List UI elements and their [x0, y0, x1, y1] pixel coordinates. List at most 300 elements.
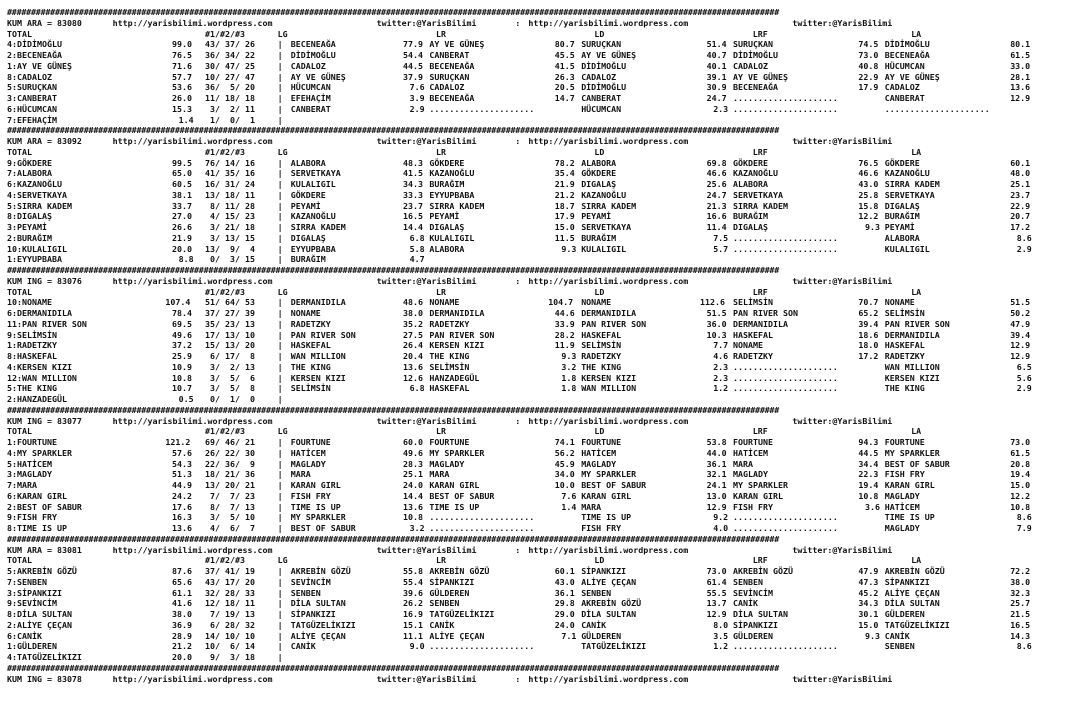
- result-row: [7, 459, 1073, 470]
- lg-score: 27.5: [403, 329, 423, 340]
- lr-horse-name: MY SPARKLER: [429, 447, 485, 458]
- column-header-row: [7, 555, 1073, 566]
- la-score: 12.9: [1010, 340, 1031, 351]
- lr-horse-name: PAN RIVER SON: [429, 329, 495, 340]
- total-score: 65.6: [172, 576, 192, 587]
- lr-score: 104.7: [548, 297, 574, 308]
- lg-horse-name: KARAN GIRL: [290, 480, 341, 490]
- lg-column-header: LG: [277, 426, 288, 437]
- column-header-row: [7, 29, 1073, 40]
- total-score: 24.2: [172, 490, 192, 501]
- column-divider: |: [277, 39, 283, 50]
- lg-score: 15.1: [403, 619, 423, 630]
- la-horse-name: MAGLADY: [884, 523, 920, 533]
- ld-score: 46.6: [706, 168, 727, 179]
- total-score: 61.1: [172, 587, 192, 598]
- result-row: [7, 502, 1073, 513]
- lrf-horse-name: HATİCEM: [733, 447, 768, 458]
- site-url-link[interactable]: http://yarisbilimi.wordpress.com: [528, 136, 689, 146]
- ld-score: 2.3: [713, 372, 729, 383]
- total-score: 99.0: [172, 39, 192, 50]
- lrf-horse-name: FISH FRY: [733, 501, 773, 512]
- lg-horse-name: THE KING: [290, 361, 331, 372]
- result-row: [7, 254, 1073, 265]
- lrf-horse-name: KAZANOĞLU: [733, 168, 778, 179]
- lr-horse-name: HASKEFAL: [429, 383, 470, 394]
- lrf-horse-name: .....................: [733, 243, 838, 254]
- total-score: 71.6: [172, 60, 192, 71]
- ld-horse-name: KAZANOĞLU: [581, 189, 627, 200]
- column-divider: |: [277, 157, 283, 168]
- runner-name: 6:CANİK: [7, 630, 42, 641]
- lg-horse-name: ALABORA: [290, 157, 326, 168]
- site-url-link[interactable]: http://yarisbilimi.wordpress.com: [528, 544, 689, 555]
- lr-column-header: LR: [436, 426, 446, 437]
- lrf-horse-name: .....................: [733, 512, 838, 523]
- site-url-link[interactable]: http://yarisbilimi.wordpress.com: [112, 136, 273, 146]
- runner-name: 4:SERVETKAYA: [7, 189, 67, 200]
- lg-score: 14.4: [403, 222, 423, 232]
- la-horse-name: SERVETKAYA: [884, 189, 935, 200]
- lrf-horse-name: RADETZKY: [733, 351, 773, 361]
- la-horse-name: DERMANIDILA: [884, 329, 940, 340]
- separator: #################################################################################################################################################################: [7, 533, 780, 544]
- total-score: 49.6: [172, 329, 192, 340]
- ld-horse-name: KERSEN KIZI: [581, 372, 637, 383]
- lr-horse-name: DIGALAŞ: [429, 222, 465, 232]
- lrf-score: 10.8: [858, 490, 879, 501]
- lg-horse-name: SERVETKAYA: [290, 168, 341, 179]
- runner-name: 6:KARAN GIRL: [7, 490, 67, 501]
- lg-horse-name: CANBERAT: [290, 103, 331, 114]
- twitter-handle[interactable]: twitter:@YarisBilimi: [792, 275, 893, 286]
- lr-horse-name: EYYUPBABA: [429, 189, 475, 200]
- lr-horse-name: CADALOZ: [429, 82, 465, 93]
- lrf-horse-name: AY VE GÜNEŞ: [733, 71, 788, 82]
- la-horse-name: SIRRA KADEM: [884, 179, 940, 189]
- colon-divider: :: [515, 275, 521, 286]
- runner-name: 4:TATGÜZELİKIZI: [7, 652, 82, 662]
- ld-horse-name: SENBEN: [581, 587, 612, 598]
- runner-name: 4:KERSEN KIZI: [7, 361, 72, 372]
- column-divider: |: [277, 189, 283, 200]
- total-score: 10.9: [172, 361, 192, 372]
- race-header: [7, 18, 1073, 29]
- la-horse-name: MAGLADY: [884, 490, 920, 501]
- lr-score: 11.5: [554, 232, 575, 243]
- site-url-link[interactable]: http://yarisbilimi.wordpress.com: [112, 17, 273, 28]
- lrf-horse-name: SERVETKAYA: [733, 189, 783, 200]
- placing-counts: 9/ 3/ 18: [205, 652, 255, 662]
- lr-score: 80.7: [554, 39, 575, 50]
- placing-counts: 76/ 14/ 16: [205, 157, 255, 168]
- runner-name: 8:HASKEFAL: [7, 351, 57, 361]
- runner-name: 5:AKREBİN GÖZÜ: [7, 566, 77, 576]
- result-row: [7, 201, 1073, 212]
- lr-score: 1.8: [561, 372, 577, 383]
- separator-line: [7, 7, 1073, 18]
- placing-counts: 4/ 6/ 7: [205, 523, 255, 533]
- lr-horse-name: GÜLDEREN: [429, 587, 470, 598]
- lrf-score: 19.4: [858, 480, 879, 490]
- column-divider: |: [277, 82, 283, 93]
- ld-score: 30.9: [706, 82, 727, 93]
- lg-score: 13.6: [403, 501, 423, 512]
- ld-score: 21.3: [706, 200, 727, 211]
- ld-column-header: LD: [594, 28, 605, 39]
- runner-name: 3:SİPANKIZI: [7, 587, 62, 598]
- lrf-horse-name: SIRRA KADEM: [733, 200, 788, 211]
- column-header-row: [7, 287, 1073, 298]
- twitter-handle[interactable]: twitter:@YarisBilimi: [792, 544, 893, 555]
- la-horse-name: DIGALAŞ: [884, 200, 920, 211]
- ld-score: 13.0: [706, 490, 727, 501]
- race-id: KUM ING = 83076: [7, 275, 82, 286]
- lrf-score: 46.6: [858, 168, 879, 179]
- lr-score: 33.9: [554, 318, 575, 329]
- la-column-header: LA: [911, 286, 922, 297]
- twitter-handle[interactable]: twitter:@YarisBilimi: [792, 415, 893, 426]
- total-score: 16.3: [172, 512, 192, 523]
- runner-name: 2:BURAĞIM: [7, 232, 52, 243]
- ld-score: 24.1: [706, 480, 727, 490]
- lg-horse-name: KULALIGIL: [290, 179, 336, 189]
- lg-horse-name: KAZANOĞLU: [290, 211, 336, 222]
- lg-score: 44.5: [403, 60, 423, 71]
- placing-counts: 14/ 10/ 10: [205, 630, 255, 641]
- ld-score: 13.7: [706, 598, 727, 609]
- column-divider: |: [277, 609, 283, 619]
- total-column-header: TOTAL: [7, 426, 32, 437]
- twitter-handle[interactable]: twitter:@YarisBilimi: [376, 275, 477, 286]
- result-row: [7, 168, 1073, 179]
- placing-counts: 36/ 5/ 20: [205, 82, 255, 93]
- twitter-handle[interactable]: twitter:@YarisBilimi: [376, 673, 477, 684]
- column-header-row: [7, 147, 1073, 158]
- column-divider: |: [277, 254, 283, 265]
- la-score: 73.0: [1010, 437, 1031, 447]
- site-url-link[interactable]: http://yarisbilimi.wordpress.com: [112, 275, 273, 286]
- lr-score: 17.9: [554, 211, 575, 222]
- lrf-horse-name: MAGLADY: [733, 469, 768, 480]
- la-score: 80.1: [1010, 39, 1031, 50]
- la-score: 5.6: [1016, 372, 1032, 383]
- twitter-handle[interactable]: twitter:@YarisBilimi: [376, 415, 477, 426]
- twitter-handle[interactable]: twitter:@YarisBilimi: [376, 17, 477, 28]
- lrf-column-header: LRF: [752, 555, 768, 566]
- la-horse-name: KARAN GIRL: [884, 480, 935, 490]
- lr-horse-name: GÖKDERE: [429, 157, 465, 168]
- twitter-handle[interactable]: twitter:@YarisBilimi: [376, 544, 477, 555]
- la-score: 47.9: [1010, 318, 1031, 329]
- lg-horse-name: KERSEN KIZI: [290, 372, 346, 383]
- lg-score: 35.2: [403, 318, 423, 329]
- lg-horse-name: SIRRA KADEM: [290, 222, 346, 232]
- lrf-score: 3.6: [865, 501, 880, 512]
- lr-score: 1.8: [561, 383, 577, 394]
- separator-line: [7, 265, 1073, 276]
- twitter-handle[interactable]: twitter:@YarisBilimi: [792, 673, 893, 684]
- lg-horse-name: EYYUPBABA: [290, 243, 336, 254]
- lg-horse-name: CANİK: [290, 641, 316, 652]
- ld-horse-name: HATİCEM: [581, 447, 617, 458]
- column-divider: |: [277, 71, 283, 82]
- ld-score: 8.0: [713, 619, 729, 630]
- total-score: 78.4: [172, 308, 192, 318]
- ld-score: 73.0: [706, 566, 727, 576]
- column-divider: |: [277, 576, 283, 587]
- column-divider: |: [277, 351, 283, 361]
- la-score: 25.1: [1010, 179, 1031, 189]
- total-score: 21.2: [172, 641, 192, 652]
- la-score: 51.5: [1010, 297, 1031, 308]
- lg-column-header: LG: [277, 28, 288, 39]
- lrf-horse-name: GÜLDEREN: [733, 630, 773, 641]
- total-score: 37.2: [172, 340, 192, 351]
- total-score: 13.6: [172, 523, 192, 533]
- colon-divider: :: [515, 17, 521, 28]
- ld-score: 10.3: [706, 329, 727, 340]
- runner-name: 5:SIRRA KADEM: [7, 200, 72, 211]
- race-id: KUM ARA = 83080: [7, 17, 82, 28]
- placing-counts: 3/ 5/ 8: [205, 383, 255, 394]
- result-row: [7, 351, 1073, 362]
- total-score: 107.4: [165, 297, 191, 308]
- lr-score: 45.5: [554, 50, 575, 60]
- lrf-score: 39.4: [858, 318, 879, 329]
- separator: #################################################################################################################################################################: [7, 662, 780, 673]
- column-divider: |: [277, 523, 283, 533]
- lg-horse-name: MAGLADY: [290, 458, 326, 469]
- column-divider: |: [277, 372, 283, 383]
- lr-horse-name: KERSEN KIZI: [429, 340, 485, 351]
- colon-divider: :: [515, 544, 521, 555]
- ld-horse-name: TIME IS UP: [581, 512, 632, 523]
- la-horse-name: BECENEAĞA: [884, 50, 930, 60]
- la-horse-name: HASKEFAL: [884, 340, 925, 351]
- lrf-horse-name: .....................: [733, 383, 838, 394]
- la-horse-name: KERSEN KIZI: [884, 372, 940, 383]
- lg-score: 60.0: [403, 437, 423, 447]
- result-row: [7, 158, 1073, 169]
- la-horse-name: HÜCUMCAN: [884, 60, 925, 71]
- total-column-header: TOTAL: [7, 555, 32, 566]
- placing-counts: 6/ 28/ 32: [205, 619, 255, 630]
- total-score: 60.5: [172, 179, 192, 189]
- lg-score: 48.6: [403, 297, 423, 308]
- lg-score: 25.1: [403, 469, 423, 480]
- lr-score: 56.2: [554, 447, 575, 458]
- ld-horse-name: KULALIGIL: [581, 243, 627, 254]
- lg-score: 20.4: [403, 351, 423, 361]
- total-score: 65.0: [172, 168, 192, 179]
- la-score: 60.1: [1010, 157, 1031, 168]
- ld-score: 112.6: [700, 297, 725, 308]
- column-divider: |: [277, 490, 283, 501]
- total-score: 51.3: [172, 469, 192, 480]
- lr-score: 15.0: [554, 222, 575, 232]
- total-score: 76.5: [172, 50, 192, 60]
- placing-counts: 69/ 46/ 21: [205, 437, 255, 447]
- result-row: [7, 104, 1073, 115]
- ld-horse-name: HASKEFAL: [581, 329, 622, 340]
- ld-horse-name: MARA: [581, 501, 602, 512]
- placing-counts: 13/ 9/ 4: [205, 243, 255, 254]
- la-horse-name: WAN MILLION: [884, 361, 940, 372]
- la-score: 7.9: [1016, 523, 1032, 533]
- total-score: 26.0: [172, 93, 192, 103]
- column-divider: |: [277, 297, 283, 308]
- column-divider: |: [277, 458, 283, 469]
- lr-horse-name: SELİMSİN: [429, 361, 470, 372]
- lr-score: 20.5: [554, 82, 575, 93]
- lr-column-header: LR: [436, 146, 446, 157]
- la-score: 48.0: [1010, 168, 1031, 179]
- site-url-link[interactable]: http://yarisbilimi.wordpress.com: [112, 673, 273, 684]
- result-row: [7, 394, 1073, 405]
- lrf-score: 70.7: [858, 297, 879, 308]
- total-score: 121.2: [165, 437, 191, 447]
- twitter-handle[interactable]: twitter:@YarisBilimi: [376, 136, 477, 146]
- runner-name: 8:CADALOZ: [7, 71, 52, 82]
- column-divider: |: [277, 243, 283, 254]
- runner-name: 9:SEVİNCİM: [7, 598, 57, 609]
- lg-horse-name: DİDİMOĞLU: [290, 50, 336, 60]
- site-url-link[interactable]: http://yarisbilimi.wordpress.com: [112, 415, 273, 426]
- twitter-handle[interactable]: twitter:@YarisBilimi: [792, 17, 893, 28]
- lrf-score: 34.4: [858, 458, 879, 469]
- lg-horse-name: DIGALAŞ: [290, 232, 326, 243]
- lg-horse-name: BEST OF SABUR: [290, 523, 356, 533]
- race-header: [7, 674, 1073, 685]
- lg-score: 23.7: [403, 200, 423, 211]
- la-horse-name: GÜLDEREN: [884, 609, 925, 619]
- site-url-link[interactable]: http://yarisbilimi.wordpress.com: [528, 275, 689, 286]
- lr-horse-name: .....................: [429, 103, 535, 114]
- lrf-horse-name: .....................: [733, 93, 838, 103]
- lr-score: 3.2: [561, 361, 577, 372]
- lr-score: 26.3: [554, 71, 575, 82]
- runner-name: 7:SENBEN: [7, 576, 47, 587]
- lg-horse-name: FISH FRY: [290, 490, 331, 501]
- ld-score: 69.8: [706, 157, 727, 168]
- lg-horse-name: SELİMSİN: [290, 383, 331, 394]
- total-score: 99.5: [172, 157, 192, 168]
- result-row: [7, 61, 1073, 72]
- la-horse-name: DİDİMOĞLU: [884, 39, 930, 50]
- la-horse-name: AY VE GÜNEŞ: [884, 71, 940, 82]
- la-score: 28.1: [1010, 71, 1031, 82]
- runner-name: 8:DİLA SULTAN: [7, 609, 72, 619]
- la-score: 8.6: [1016, 641, 1032, 652]
- column-divider: |: [277, 103, 283, 114]
- total-score: 87.6: [172, 566, 192, 576]
- ld-horse-name: DIGALAŞ: [581, 179, 617, 189]
- lg-score: 39.6: [403, 587, 423, 598]
- la-horse-name: .....................: [884, 103, 990, 114]
- lr-horse-name: KARAN GIRL: [429, 480, 480, 490]
- lrf-score: 34.3: [858, 598, 879, 609]
- separator: #################################################################################################################################################################: [7, 265, 780, 275]
- lrf-horse-name: CADALOZ: [733, 60, 768, 71]
- ld-score: 39.1: [706, 71, 727, 82]
- lrf-horse-name: ALABORA: [733, 179, 768, 189]
- lr-horse-name: CANBERAT: [429, 50, 470, 60]
- lg-horse-name: PAN RIVER SON: [290, 329, 356, 340]
- site-url-link[interactable]: http://yarisbilimi.wordpress.com: [528, 673, 689, 684]
- ld-score: 25.6: [706, 179, 727, 189]
- lg-score: 24.0: [403, 480, 423, 490]
- lrf-horse-name: SELİMSİN: [733, 297, 773, 308]
- site-url-link[interactable]: http://yarisbilimi.wordpress.com: [112, 544, 273, 555]
- site-url-link[interactable]: http://yarisbilimi.wordpress.com: [528, 17, 689, 28]
- column-divider: |: [277, 222, 283, 232]
- separator: #################################################################################################################################################################: [7, 404, 780, 415]
- placing-counts: 43/ 37/ 26: [205, 39, 255, 50]
- lr-score: 11.9: [554, 340, 575, 351]
- lr-column-header: LR: [436, 555, 446, 566]
- result-row: [7, 222, 1073, 233]
- lr-score: 28.2: [554, 329, 575, 340]
- lg-score: 41.5: [403, 168, 423, 179]
- result-row: [7, 620, 1073, 631]
- la-horse-name: TIME IS UP: [884, 512, 935, 523]
- result-row: [7, 297, 1073, 308]
- lrf-score: 94.3: [858, 437, 879, 447]
- lg-column-header: LG: [277, 286, 288, 297]
- la-score: 33.0: [1010, 60, 1031, 71]
- column-divider: |: [277, 437, 283, 447]
- la-horse-name: TATGÜZELİKIZI: [884, 619, 950, 630]
- race-id: KUM ING = 83077: [7, 415, 82, 426]
- runner-name: 2:BECENEAĞA: [7, 50, 62, 60]
- la-score: 13.6: [1010, 82, 1031, 93]
- lr-horse-name: DERMANIDILA: [429, 308, 485, 318]
- lg-horse-name: DERMANIDILA: [290, 297, 346, 308]
- ld-horse-name: THE KING: [581, 361, 622, 372]
- lg-score: 13.6: [403, 361, 423, 372]
- column-divider: |: [277, 361, 283, 372]
- placing-counts: 1/ 0/ 1: [205, 114, 255, 125]
- result-row: [7, 523, 1073, 534]
- race-header: [7, 276, 1073, 287]
- result-row: [7, 211, 1073, 222]
- lg-score: 6.8: [409, 232, 425, 243]
- lg-score: 4.7: [409, 254, 425, 265]
- result-row: [7, 82, 1073, 93]
- twitter-handle[interactable]: twitter:@YarisBilimi: [792, 136, 893, 146]
- lg-horse-name: AY VE GÜNEŞ: [290, 71, 346, 82]
- ld-score: 24.7: [706, 189, 727, 200]
- runner-name: 6:KAZANOĞLU: [7, 179, 62, 189]
- lg-score: 38.0: [403, 308, 423, 318]
- result-row: [7, 480, 1073, 491]
- la-horse-name: FOURTUNE: [884, 437, 925, 447]
- placing-counts: 0/ 1/ 0: [205, 394, 255, 404]
- result-row: [7, 491, 1073, 502]
- result-row: [7, 244, 1073, 255]
- site-url-link[interactable]: http://yarisbilimi.wordpress.com: [528, 415, 689, 426]
- la-score: 8.6: [1016, 232, 1032, 243]
- la-score: 72.2: [1010, 566, 1031, 576]
- lg-score: 3.9: [409, 93, 425, 103]
- lg-score: 48.3: [403, 157, 423, 168]
- lr-horse-name: CANİK: [429, 619, 455, 630]
- runner-name: 3:PEYAMİ: [7, 222, 47, 232]
- la-horse-name: CADALOZ: [884, 82, 920, 93]
- column-divider: |: [277, 329, 283, 340]
- placing-counts: 13/ 20/ 21: [205, 480, 255, 490]
